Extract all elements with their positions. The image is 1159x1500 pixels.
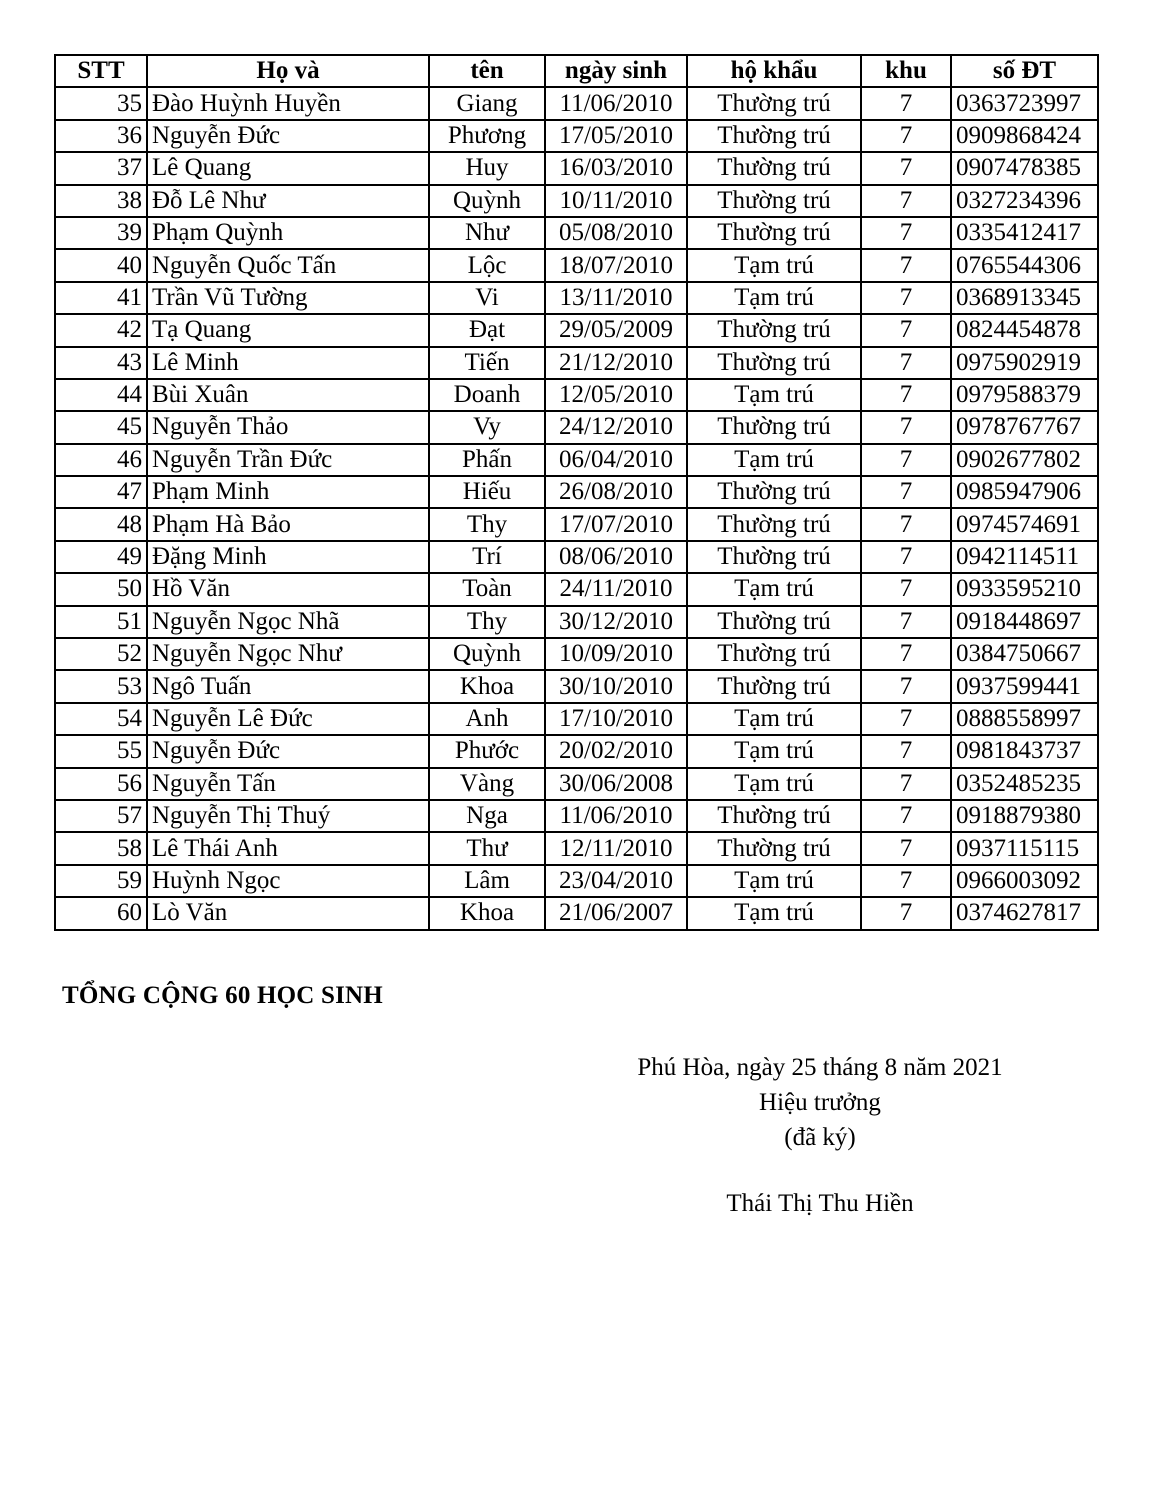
header-so-dt: số ĐT bbox=[951, 55, 1098, 87]
cell-ten: Hiếu bbox=[429, 476, 545, 508]
cell-so-dt: 0909868424 bbox=[951, 120, 1098, 152]
cell-so-dt: 0942114511 bbox=[951, 541, 1098, 573]
cell-ngay-sinh: 11/06/2010 bbox=[545, 87, 687, 119]
cell-ten: Vàng bbox=[429, 768, 545, 800]
cell-stt: 35 bbox=[55, 87, 147, 119]
cell-so-dt: 0979588379 bbox=[951, 379, 1098, 411]
cell-ho-va: Hồ Văn bbox=[147, 573, 429, 605]
cell-ho-va: Phạm Minh bbox=[147, 476, 429, 508]
signer-title: Hiệu trưởng bbox=[759, 1089, 881, 1116]
cell-khu: 7 bbox=[861, 379, 951, 411]
cell-ngay-sinh: 26/08/2010 bbox=[545, 476, 687, 508]
header-stt: STT bbox=[55, 55, 147, 87]
cell-khu: 7 bbox=[861, 444, 951, 476]
cell-khu: 7 bbox=[861, 703, 951, 735]
cell-ngay-sinh: 17/07/2010 bbox=[545, 508, 687, 540]
cell-ho-khau: Tạm trú bbox=[687, 768, 861, 800]
cell-so-dt: 0824454878 bbox=[951, 314, 1098, 346]
cell-stt: 41 bbox=[55, 282, 147, 314]
cell-ho-khau: Tạm trú bbox=[687, 897, 861, 929]
cell-ho-va: Lò Văn bbox=[147, 897, 429, 929]
cell-ngay-sinh: 29/05/2009 bbox=[545, 314, 687, 346]
cell-khu: 7 bbox=[861, 670, 951, 702]
cell-ten: Toàn bbox=[429, 573, 545, 605]
cell-so-dt: 0368913345 bbox=[951, 282, 1098, 314]
cell-stt: 55 bbox=[55, 735, 147, 767]
total-students: TỔNG CỘNG 60 HỌC SINH bbox=[62, 982, 383, 1009]
header-ho-va: Họ và bbox=[147, 55, 429, 87]
cell-ngay-sinh: 18/07/2010 bbox=[545, 249, 687, 281]
cell-ten: Thy bbox=[429, 508, 545, 540]
cell-so-dt: 0352485235 bbox=[951, 768, 1098, 800]
cell-khu: 7 bbox=[861, 411, 951, 443]
cell-ho-khau: Tạm trú bbox=[687, 703, 861, 735]
cell-so-dt: 0363723997 bbox=[951, 87, 1098, 119]
cell-ho-va: Ngô Tuấn bbox=[147, 670, 429, 702]
cell-ho-khau: Tạm trú bbox=[687, 735, 861, 767]
cell-ho-khau: Thường trú bbox=[687, 638, 861, 670]
header-khu: khu bbox=[861, 55, 951, 87]
cell-so-dt: 0966003092 bbox=[951, 865, 1098, 897]
table-row bbox=[55, 476, 1098, 508]
cell-ten: Nga bbox=[429, 800, 545, 832]
cell-ten: Tiến bbox=[429, 347, 545, 379]
cell-ten: Trí bbox=[429, 541, 545, 573]
cell-ho-khau: Thường trú bbox=[687, 832, 861, 864]
table-row bbox=[55, 347, 1098, 379]
table-row bbox=[55, 152, 1098, 184]
cell-so-dt: 0937115115 bbox=[951, 832, 1098, 864]
header-ngay-sinh: ngày sinh bbox=[545, 55, 687, 87]
cell-ngay-sinh: 12/11/2010 bbox=[545, 832, 687, 864]
cell-ngay-sinh: 11/06/2010 bbox=[545, 800, 687, 832]
cell-ten: Vy bbox=[429, 411, 545, 443]
cell-khu: 7 bbox=[861, 573, 951, 605]
cell-khu: 7 bbox=[861, 865, 951, 897]
cell-ho-khau: Tạm trú bbox=[687, 249, 861, 281]
cell-ho-va: Nguyễn Trần Đức bbox=[147, 444, 429, 476]
cell-so-dt: 0975902919 bbox=[951, 347, 1098, 379]
cell-khu: 7 bbox=[861, 217, 951, 249]
cell-ngay-sinh: 17/10/2010 bbox=[545, 703, 687, 735]
cell-ho-khau: Tạm trú bbox=[687, 573, 861, 605]
cell-ho-khau: Thường trú bbox=[687, 411, 861, 443]
cell-ho-va: Lê Thái Anh bbox=[147, 832, 429, 864]
cell-so-dt: 0978767767 bbox=[951, 411, 1098, 443]
cell-ngay-sinh: 06/04/2010 bbox=[545, 444, 687, 476]
cell-so-dt: 0374627817 bbox=[951, 897, 1098, 929]
cell-ho-khau: Thường trú bbox=[687, 670, 861, 702]
cell-stt: 38 bbox=[55, 185, 147, 217]
cell-ten: Quỳnh bbox=[429, 185, 545, 217]
table-row bbox=[55, 249, 1098, 281]
cell-ngay-sinh: 30/10/2010 bbox=[545, 670, 687, 702]
cell-stt: 51 bbox=[55, 606, 147, 638]
cell-ho-va: Đỗ Lê Như bbox=[147, 185, 429, 217]
cell-khu: 7 bbox=[861, 897, 951, 929]
table-row bbox=[55, 897, 1098, 929]
table-row bbox=[55, 735, 1098, 767]
cell-ten: Lộc bbox=[429, 249, 545, 281]
cell-ngay-sinh: 08/06/2010 bbox=[545, 541, 687, 573]
cell-ho-khau: Tạm trú bbox=[687, 282, 861, 314]
cell-so-dt: 0974574691 bbox=[951, 508, 1098, 540]
cell-ngay-sinh: 21/12/2010 bbox=[545, 347, 687, 379]
cell-ten: Vi bbox=[429, 282, 545, 314]
cell-so-dt: 0937599441 bbox=[951, 670, 1098, 702]
cell-ho-va: Nguyễn Thị Thuý bbox=[147, 800, 429, 832]
cell-ngay-sinh: 12/05/2010 bbox=[545, 379, 687, 411]
table-row bbox=[55, 865, 1098, 897]
cell-ho-khau: Tạm trú bbox=[687, 865, 861, 897]
cell-ngay-sinh: 16/03/2010 bbox=[545, 152, 687, 184]
table-row bbox=[55, 508, 1098, 540]
cell-so-dt: 0902677802 bbox=[951, 444, 1098, 476]
cell-ho-va: Phạm Hà Bảo bbox=[147, 508, 429, 540]
cell-ho-khau: Tạm trú bbox=[687, 444, 861, 476]
cell-so-dt: 0888558997 bbox=[951, 703, 1098, 735]
cell-ngay-sinh: 30/12/2010 bbox=[545, 606, 687, 638]
cell-stt: 49 bbox=[55, 541, 147, 573]
cell-khu: 7 bbox=[861, 800, 951, 832]
table-row bbox=[55, 703, 1098, 735]
cell-ngay-sinh: 23/04/2010 bbox=[545, 865, 687, 897]
cell-ho-khau: Thường trú bbox=[687, 508, 861, 540]
cell-ho-va: Nguyễn Đức bbox=[147, 120, 429, 152]
cell-khu: 7 bbox=[861, 347, 951, 379]
cell-stt: 50 bbox=[55, 573, 147, 605]
cell-ho-va: Nguyễn Ngọc Như bbox=[147, 638, 429, 670]
cell-stt: 48 bbox=[55, 508, 147, 540]
cell-khu: 7 bbox=[861, 832, 951, 864]
cell-stt: 45 bbox=[55, 411, 147, 443]
cell-ngay-sinh: 30/06/2008 bbox=[545, 768, 687, 800]
cell-ho-khau: Thường trú bbox=[687, 541, 861, 573]
cell-ho-va: Phạm Quỳnh bbox=[147, 217, 429, 249]
cell-ho-va: Nguyễn Tấn bbox=[147, 768, 429, 800]
cell-ho-va: Tạ Quang bbox=[147, 314, 429, 346]
header-ten: tên bbox=[429, 55, 545, 87]
cell-stt: 56 bbox=[55, 768, 147, 800]
table-row bbox=[55, 573, 1098, 605]
cell-khu: 7 bbox=[861, 476, 951, 508]
cell-stt: 40 bbox=[55, 249, 147, 281]
cell-ho-va: Huỳnh Ngọc bbox=[147, 865, 429, 897]
cell-stt: 37 bbox=[55, 152, 147, 184]
cell-khu: 7 bbox=[861, 185, 951, 217]
cell-ten: Huy bbox=[429, 152, 545, 184]
cell-ten: Thy bbox=[429, 606, 545, 638]
table-row bbox=[55, 768, 1098, 800]
table-row bbox=[55, 314, 1098, 346]
cell-khu: 7 bbox=[861, 508, 951, 540]
cell-ten: Doanh bbox=[429, 379, 545, 411]
cell-so-dt: 0918448697 bbox=[951, 606, 1098, 638]
cell-ho-khau: Thường trú bbox=[687, 185, 861, 217]
table-row bbox=[55, 120, 1098, 152]
cell-so-dt: 0384750667 bbox=[951, 638, 1098, 670]
table-row bbox=[55, 185, 1098, 217]
cell-ho-khau: Thường trú bbox=[687, 152, 861, 184]
cell-ngay-sinh: 13/11/2010 bbox=[545, 282, 687, 314]
table-row bbox=[55, 832, 1098, 864]
cell-stt: 59 bbox=[55, 865, 147, 897]
cell-ho-khau: Thường trú bbox=[687, 87, 861, 119]
cell-khu: 7 bbox=[861, 249, 951, 281]
table-row bbox=[55, 379, 1098, 411]
signed-note: (đã ký) bbox=[784, 1124, 856, 1151]
student-list-table bbox=[54, 54, 1099, 931]
cell-ngay-sinh: 24/11/2010 bbox=[545, 573, 687, 605]
cell-stt: 47 bbox=[55, 476, 147, 508]
place-date: Phú Hòa, ngày 25 tháng 8 năm 2021 bbox=[637, 1054, 1003, 1081]
cell-so-dt: 0327234396 bbox=[951, 185, 1098, 217]
cell-stt: 60 bbox=[55, 897, 147, 929]
cell-ho-khau: Thường trú bbox=[687, 606, 861, 638]
signer-name: Thái Thị Thu Hiền bbox=[726, 1190, 914, 1217]
cell-khu: 7 bbox=[861, 152, 951, 184]
cell-stt: 53 bbox=[55, 670, 147, 702]
cell-stt: 52 bbox=[55, 638, 147, 670]
table-row bbox=[55, 217, 1098, 249]
header-row bbox=[55, 55, 1098, 87]
table-row bbox=[55, 606, 1098, 638]
cell-ho-va: Lê Quang bbox=[147, 152, 429, 184]
table-row bbox=[55, 282, 1098, 314]
header-ho-khau: hộ khẩu bbox=[687, 55, 861, 87]
cell-stt: 42 bbox=[55, 314, 147, 346]
cell-ho-va: Nguyễn Đức bbox=[147, 735, 429, 767]
cell-khu: 7 bbox=[861, 314, 951, 346]
table-row bbox=[55, 800, 1098, 832]
cell-khu: 7 bbox=[861, 606, 951, 638]
cell-khu: 7 bbox=[861, 541, 951, 573]
cell-stt: 44 bbox=[55, 379, 147, 411]
cell-ten: Phấn bbox=[429, 444, 545, 476]
cell-ten: Giang bbox=[429, 87, 545, 119]
cell-ho-va: Nguyễn Thảo bbox=[147, 411, 429, 443]
cell-so-dt: 0985947906 bbox=[951, 476, 1098, 508]
cell-ho-va: Đặng Minh bbox=[147, 541, 429, 573]
table-row bbox=[55, 638, 1098, 670]
cell-ho-khau: Thường trú bbox=[687, 347, 861, 379]
cell-ngay-sinh: 10/09/2010 bbox=[545, 638, 687, 670]
cell-ten: Như bbox=[429, 217, 545, 249]
cell-ten: Quỳnh bbox=[429, 638, 545, 670]
cell-ten: Phương bbox=[429, 120, 545, 152]
cell-so-dt: 0981843737 bbox=[951, 735, 1098, 767]
cell-so-dt: 0933595210 bbox=[951, 573, 1098, 605]
cell-ten: Khoa bbox=[429, 670, 545, 702]
cell-ngay-sinh: 21/06/2007 bbox=[545, 897, 687, 929]
cell-ho-va: Nguyễn Lê Đức bbox=[147, 703, 429, 735]
cell-ho-va: Lê Minh bbox=[147, 347, 429, 379]
cell-ho-va: Nguyễn Quốc Tấn bbox=[147, 249, 429, 281]
cell-stt: 36 bbox=[55, 120, 147, 152]
cell-khu: 7 bbox=[861, 120, 951, 152]
cell-stt: 43 bbox=[55, 347, 147, 379]
cell-khu: 7 bbox=[861, 87, 951, 119]
cell-khu: 7 bbox=[861, 638, 951, 670]
cell-ten: Đạt bbox=[429, 314, 545, 346]
signature-block bbox=[560, 1050, 1080, 1221]
cell-ngay-sinh: 05/08/2010 bbox=[545, 217, 687, 249]
cell-so-dt: 0335412417 bbox=[951, 217, 1098, 249]
cell-ho-khau: Thường trú bbox=[687, 314, 861, 346]
cell-ten: Thư bbox=[429, 832, 545, 864]
cell-ho-va: Trần Vũ Tường bbox=[147, 282, 429, 314]
table-row bbox=[55, 541, 1098, 573]
cell-ho-va: Đào Huỳnh Huyền bbox=[147, 87, 429, 119]
cell-ho-va: Bùi Xuân bbox=[147, 379, 429, 411]
cell-ngay-sinh: 24/12/2010 bbox=[545, 411, 687, 443]
cell-ho-khau: Thường trú bbox=[687, 120, 861, 152]
table-row bbox=[55, 444, 1098, 476]
cell-stt: 46 bbox=[55, 444, 147, 476]
cell-ngay-sinh: 17/05/2010 bbox=[545, 120, 687, 152]
cell-so-dt: 0918879380 bbox=[951, 800, 1098, 832]
cell-ten: Phước bbox=[429, 735, 545, 767]
cell-ho-khau: Thường trú bbox=[687, 476, 861, 508]
cell-stt: 57 bbox=[55, 800, 147, 832]
table-row bbox=[55, 670, 1098, 702]
cell-ho-va: Nguyễn Ngọc Nhã bbox=[147, 606, 429, 638]
cell-ho-khau: Thường trú bbox=[687, 217, 861, 249]
cell-ngay-sinh: 20/02/2010 bbox=[545, 735, 687, 767]
table-row bbox=[55, 87, 1098, 119]
cell-so-dt: 0907478385 bbox=[951, 152, 1098, 184]
cell-ten: Anh bbox=[429, 703, 545, 735]
cell-ho-khau: Thường trú bbox=[687, 800, 861, 832]
cell-stt: 54 bbox=[55, 703, 147, 735]
table-row bbox=[55, 411, 1098, 443]
cell-so-dt: 0765544306 bbox=[951, 249, 1098, 281]
cell-stt: 58 bbox=[55, 832, 147, 864]
cell-ten: Lâm bbox=[429, 865, 545, 897]
cell-khu: 7 bbox=[861, 735, 951, 767]
cell-ho-khau: Tạm trú bbox=[687, 379, 861, 411]
cell-khu: 7 bbox=[861, 282, 951, 314]
cell-ten: Khoa bbox=[429, 897, 545, 929]
cell-khu: 7 bbox=[861, 768, 951, 800]
cell-stt: 39 bbox=[55, 217, 147, 249]
cell-ngay-sinh: 10/11/2010 bbox=[545, 185, 687, 217]
